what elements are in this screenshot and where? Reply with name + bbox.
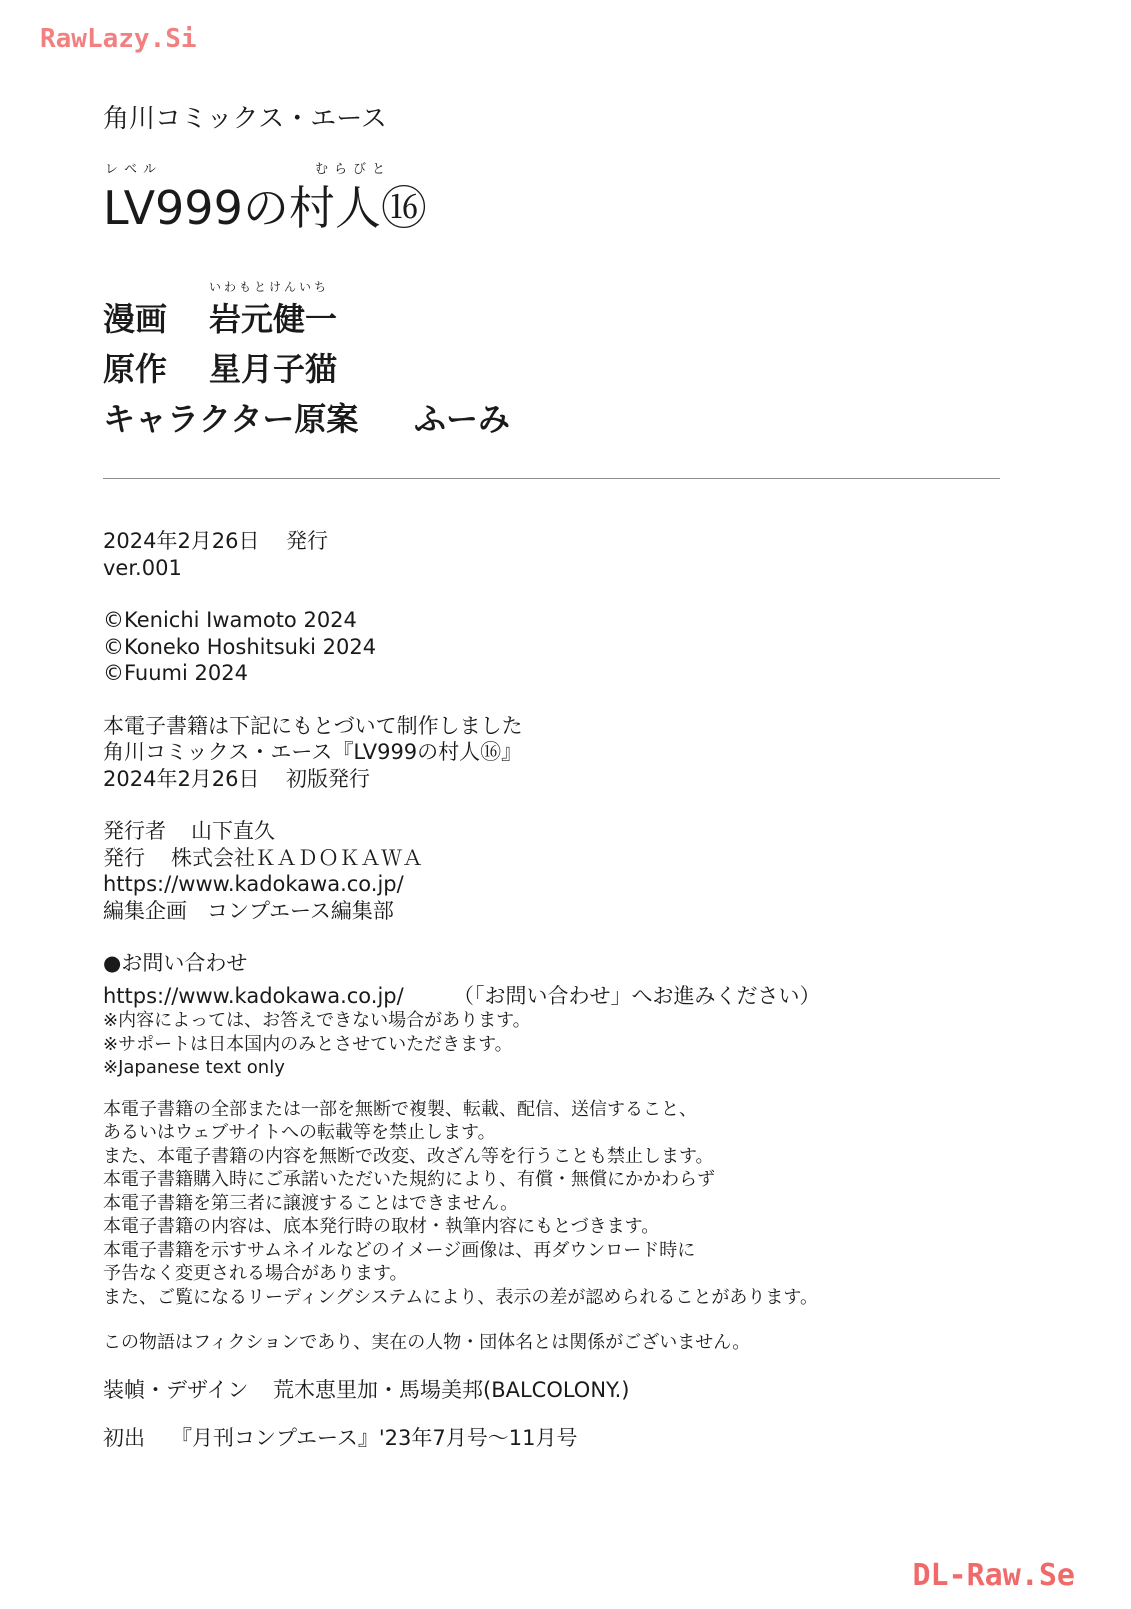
book-title: LV999の村人⑯ xyxy=(103,181,427,235)
issuer-name: 株式会社ＫＡＤＯＫＡＷＡ xyxy=(171,845,423,870)
publisher-url: https://www.kadokawa.co.jp/ xyxy=(103,872,404,896)
watermark-top: RawLazy.Si xyxy=(40,24,197,54)
legal-line: 予告なく変更される場合があります。 xyxy=(103,1263,408,1284)
version: ver.001 xyxy=(103,555,182,580)
credits xyxy=(103,278,510,444)
publication-date-line xyxy=(103,528,821,555)
credit-original-role: 原作 xyxy=(103,350,168,388)
publisher-label: 発行者 xyxy=(103,819,166,843)
legal-line: 本電子書籍の内容は、底本発行時の取材・執筆内容にもとづきます。 xyxy=(103,1216,660,1237)
publisher-line xyxy=(103,818,821,845)
imprint-label: 角川コミックス・エース xyxy=(103,104,387,134)
copyright-line: ©Kenichi Iwamoto 2024 xyxy=(103,608,357,632)
first-appearance-label: 初出 xyxy=(103,1426,145,1450)
legal-line: 本電子書籍の全部または一部を無断で複製、転載、配信、送信すること、 xyxy=(103,1098,697,1120)
editorial-name: コンプエース編集部 xyxy=(207,898,394,923)
watermark-bottom: DL-Raw.Se xyxy=(912,1558,1075,1593)
credit-original-name: 星月子猫 xyxy=(209,350,338,388)
credit-character xyxy=(103,394,510,444)
editorial-line xyxy=(103,898,821,925)
publication-date-label: 発行 xyxy=(286,529,328,553)
credit-original xyxy=(103,344,510,394)
credit-manga xyxy=(103,294,510,344)
title-ruby-row xyxy=(103,158,427,180)
source-edition: 初版発行 xyxy=(286,766,370,791)
design-label: 装幀・デザイン xyxy=(103,1377,249,1402)
source-date-line xyxy=(103,766,821,793)
copyright-line: ©Koneko Hoshitsuki 2024 xyxy=(103,634,377,659)
publication-date: 2024年2月26日 xyxy=(103,529,260,553)
editorial-label: 編集企画 xyxy=(103,898,187,923)
legal-line: また、本電子書籍の内容を無断で改変、改ざん等を行うことも禁止します。 xyxy=(103,1145,714,1167)
colophon-info xyxy=(103,528,821,1452)
fiction-notice: この物語はフィクションであり、実在の人物・団体名とは関係がございません。 xyxy=(103,1332,751,1353)
legal-line: 本電子書籍を第三者に譲渡することはできません。 xyxy=(103,1192,519,1214)
issuer-line xyxy=(103,845,821,872)
first-appearance-line xyxy=(103,1425,821,1452)
manga-ruby-row xyxy=(103,278,510,294)
inquiry-url-note: （「お問い合わせ」へお進みください） xyxy=(453,983,821,1008)
manga-name-ruby: いわもとけんいち xyxy=(209,280,330,294)
source-line: 角川コミックス・エース『LV999の村人⑯』 xyxy=(103,740,523,764)
credit-manga-role: 漫画 xyxy=(103,300,168,338)
source-line: 本電子書籍は下記にもとづいて制作しました xyxy=(103,713,523,738)
inquiry-note: ※サポートは日本国内のみとさせていただきます。 xyxy=(103,1033,513,1055)
legal-line: また、ご覧になるリーディングシステムにより、表示の差が認められることがあります。 xyxy=(103,1286,818,1308)
book-title-block xyxy=(103,158,427,236)
inquiry-url: https://www.kadokawa.co.jp/ xyxy=(103,983,404,1008)
credit-character-name: ふーみ xyxy=(414,400,511,438)
copyright-line: ©Fuumi 2024 xyxy=(103,661,248,685)
credit-manga-name: 岩元健一 xyxy=(209,300,338,338)
inquiry-note: ※内容によっては、お答えできない場合があります。 xyxy=(103,1010,531,1031)
design-credit-line xyxy=(103,1377,821,1404)
title-ruby-murabito: むらびと xyxy=(315,162,392,177)
issuer-label: 発行 xyxy=(103,845,145,870)
inquiry-note: ※Japanese text only xyxy=(103,1057,285,1078)
inquiry-heading: ●お問い合わせ xyxy=(103,951,248,975)
source-date: 2024年2月26日 xyxy=(103,766,260,791)
divider xyxy=(103,478,1000,479)
inquiry-url-line xyxy=(103,983,821,1010)
legal-line: 本電子書籍購入時にご承諾いただいた規約により、有償・無償にかかわらず xyxy=(103,1169,715,1190)
design-names: 荒木恵里加・馬場美邦(BALCOLONY.) xyxy=(273,1377,630,1402)
credit-character-role: キャラクター原案 xyxy=(103,400,359,438)
first-appearance-text: 『月刊コンプエース』'23年7月号〜11月号 xyxy=(171,1426,578,1450)
publisher-name: 山下直久 xyxy=(191,819,275,843)
title-ruby-level: レベル xyxy=(105,162,163,177)
legal-line: 本電子書籍を示すサムネイルなどのイメージ画像は、再ダウンロード時に xyxy=(103,1239,696,1261)
legal-line: あるいはウェブサイトへの転載等を禁止します。 xyxy=(103,1122,496,1143)
